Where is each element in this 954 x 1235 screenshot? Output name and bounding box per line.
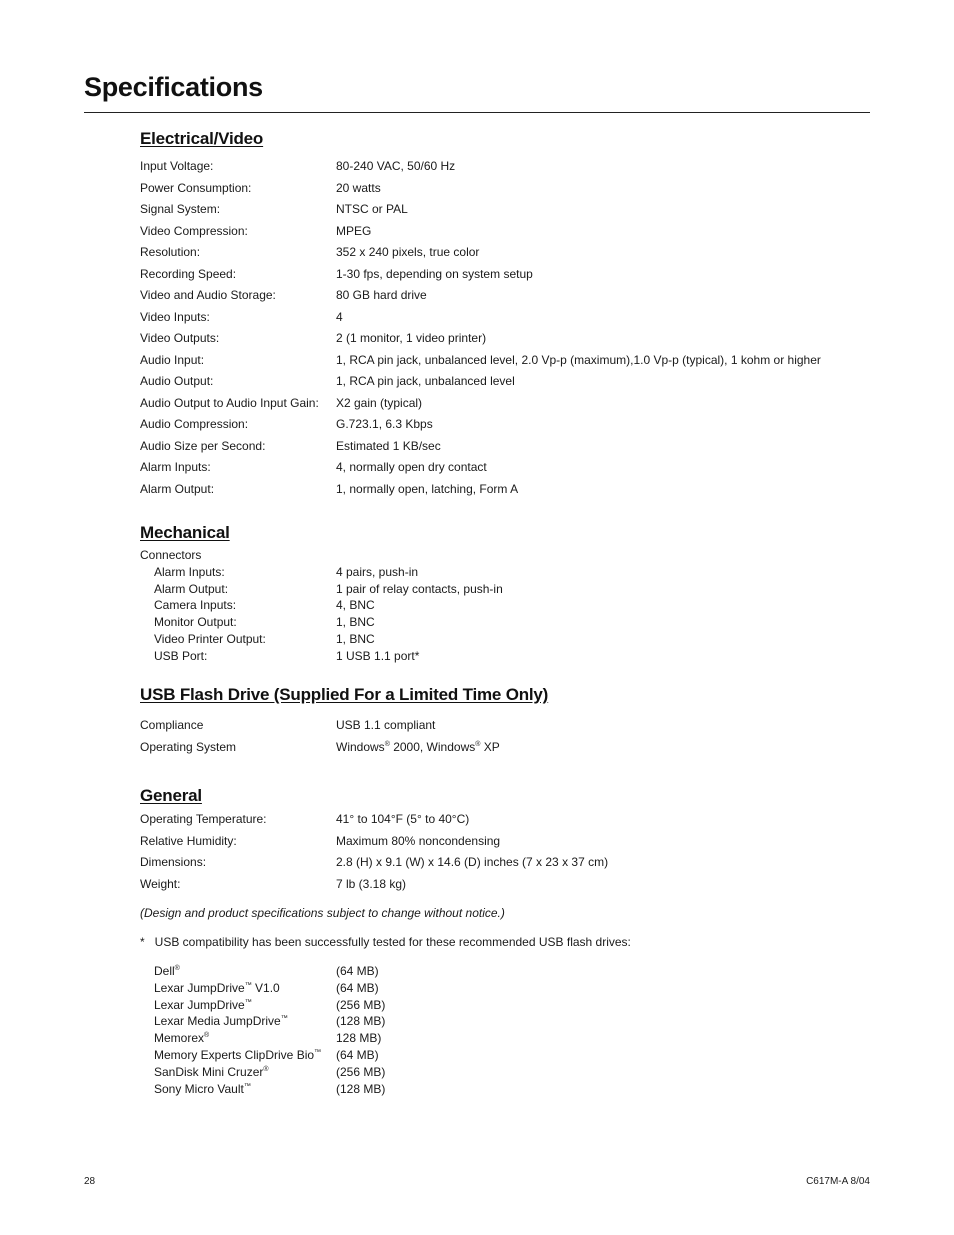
mechanical-heading: Mechanical <box>140 523 230 542</box>
spec-value: 1, RCA pin jack, unbalanced level, 2.0 Vp-p (maximum),1.0 Vp-p (typical), 1 kohm or higher <box>336 352 821 367</box>
spec-label: Video and Audio Storage: <box>140 288 276 302</box>
spec-value: 352 x 240 pixels, true color <box>336 245 480 259</box>
spec-value: 1, BNC <box>336 615 375 630</box>
connectors-group-label: Connectors <box>140 548 202 562</box>
spec-row <box>140 614 870 631</box>
drive-name-text: Lexar JumpDrive <box>154 980 245 995</box>
spec-row <box>140 178 870 200</box>
spec-row <box>140 393 870 415</box>
spec-value: Estimated 1 KB/sec <box>336 438 441 453</box>
spec-value: 1, RCA pin jack, unbalanced level <box>336 374 515 388</box>
trademark-mark: ® <box>204 1032 210 1040</box>
drive-name-text: Lexar JumpDrive <box>154 997 245 1012</box>
drive-row <box>140 980 870 997</box>
drive-capacity: (64 MB) <box>336 1047 379 1062</box>
spec-label: Weight: <box>140 876 181 891</box>
spec-value: 20 watts <box>336 180 381 195</box>
trademark-mark: ™ <box>244 998 252 1006</box>
page-number: 28 <box>84 1176 96 1187</box>
spec-value: 2.8 (H) x 9.1 (W) x 14.6 (D) inches (7 x 23 x 37 cm) <box>336 855 609 869</box>
spec-label: Video Printer Output: <box>154 631 266 646</box>
spec-row <box>140 285 870 307</box>
spec-row <box>140 242 870 264</box>
drive-name <box>154 1030 209 1047</box>
drive-name <box>154 1047 321 1064</box>
drive-capacity: (128 MB) <box>336 1081 386 1096</box>
spec-value: NTSC or PAL <box>336 202 408 216</box>
page-title: Specifications <box>84 72 263 102</box>
drive-capacity: (128 MB) <box>336 1014 386 1029</box>
disclaimer-note: (Design and product specifications subject to change without notice.) <box>140 906 505 920</box>
spec-row <box>140 831 870 853</box>
trademark-mark: ™ <box>280 1015 288 1023</box>
spec-label: Monitor Output: <box>154 615 237 630</box>
spec-row <box>140 852 870 874</box>
spec-row <box>140 457 870 479</box>
drive-capacity: 128 MB) <box>336 1031 382 1046</box>
drive-row <box>140 963 870 980</box>
spec-row <box>140 199 870 221</box>
trademark-mark: ™ <box>244 981 252 989</box>
drive-name <box>154 997 252 1014</box>
general-heading: General <box>140 786 202 805</box>
spec-label: Video Compression: <box>140 223 248 238</box>
os-text: XP <box>480 739 500 754</box>
spec-value: X2 gain (typical) <box>336 395 423 410</box>
general-section <box>140 785 870 895</box>
trademark-mark: ™ <box>243 1082 251 1090</box>
spec-value: 4, normally open dry contact <box>336 460 487 474</box>
drive-capacity: (64 MB) <box>336 964 379 978</box>
spec-label: Alarm Inputs: <box>154 564 225 579</box>
drive-name-text: Memorex <box>154 1031 205 1046</box>
spec-label: Signal System: <box>140 202 221 216</box>
spec-row <box>140 371 870 393</box>
spec-label: Operating System <box>140 739 237 754</box>
spec-row <box>140 737 870 759</box>
spec-row <box>140 631 870 648</box>
drive-row <box>140 997 870 1014</box>
document-code: C617M-A 8/04 <box>806 1176 870 1187</box>
spec-value: 4, BNC <box>336 598 375 613</box>
spec-label: Video Inputs: <box>140 309 210 324</box>
spec-row <box>140 874 870 896</box>
spec-label: Audio Compression: <box>140 417 249 431</box>
drive-name-text: Memory Experts ClipDrive Bio <box>154 1047 315 1062</box>
spec-row <box>140 715 870 737</box>
spec-row <box>140 414 870 436</box>
spec-row <box>140 564 870 581</box>
trademark-mark: ® <box>263 1065 269 1073</box>
spec-value: USB 1.1 compliant <box>336 718 436 732</box>
spec-value: MPEG <box>336 223 372 238</box>
electrical-spec-list <box>140 156 870 500</box>
spec-value: 1, BNC <box>336 631 375 646</box>
trademark-mark: ™ <box>314 1048 322 1056</box>
mechanical-section <box>140 522 870 665</box>
spec-row <box>140 350 870 372</box>
drive-name <box>154 1081 251 1098</box>
usb-flash-drive-heading: USB Flash Drive (Supplied For a Limited Time Only) <box>140 685 549 704</box>
spec-row <box>140 307 870 329</box>
spec-label: Alarm Inputs: <box>140 460 211 474</box>
tested-drives-list <box>140 963 870 1097</box>
spec-label: Audio Input: <box>140 352 205 367</box>
spec-value: 2 (1 monitor, 1 video printer) <box>336 331 487 345</box>
spec-value: 4 <box>336 309 343 324</box>
spec-row <box>140 809 870 831</box>
spec-label: Audio Output to Audio Input Gain: <box>140 395 319 410</box>
spec-row <box>140 264 870 286</box>
spec-row <box>140 156 870 178</box>
registered-mark: ® <box>475 740 481 748</box>
spec-label: Camera Inputs: <box>154 598 237 613</box>
drive-row <box>140 1030 870 1047</box>
general-spec-list <box>140 809 870 895</box>
spec-label: Audio Output: <box>140 374 214 388</box>
drive-row <box>140 1013 870 1030</box>
spec-label: Alarm Output: <box>140 481 215 496</box>
spec-label: Alarm Output: <box>154 581 229 596</box>
spec-value: Maximum 80% noncondensing <box>336 833 501 848</box>
os-text: Windows <box>336 739 385 754</box>
connector-rows <box>140 564 870 665</box>
spec-row <box>140 581 870 598</box>
drive-rows <box>140 963 870 1097</box>
usb-spec-list <box>140 715 870 758</box>
spec-label: USB Port: <box>154 648 208 663</box>
drive-name-text: SanDisk Mini Cruzer <box>154 1064 264 1079</box>
drive-capacity: (64 MB) <box>336 980 379 995</box>
connectors-group-row <box>140 547 870 564</box>
drive-name <box>154 1013 288 1030</box>
drive-name <box>154 980 280 997</box>
spec-value <box>336 737 500 759</box>
spec-row <box>140 328 870 350</box>
drive-name-text: Sony Micro Vault <box>154 1081 244 1096</box>
drive-name-text: Lexar Media JumpDrive <box>154 1014 281 1029</box>
spec-value: 41° to 104°F (5° to 40°C) <box>336 812 470 826</box>
drive-name-text: Dell <box>154 964 175 978</box>
spec-value: 7 lb (3.18 kg) <box>336 876 407 891</box>
drive-capacity: (256 MB) <box>336 997 386 1012</box>
electrical-video-heading: Electrical/Video <box>140 129 264 148</box>
spec-value: 1, normally open, latching, Form A <box>336 481 519 496</box>
spec-label: Dimensions: <box>140 855 207 869</box>
spec-row <box>140 436 870 458</box>
spec-row <box>140 597 870 614</box>
electrical-video-section <box>140 128 870 500</box>
spec-label: Power Consumption: <box>140 180 252 195</box>
spec-value: 1 USB 1.1 port* <box>336 648 420 663</box>
drive-name <box>154 1064 269 1081</box>
trademark-mark: ® <box>174 965 180 972</box>
spec-value: 1-30 fps, depending on system setup <box>336 266 533 281</box>
drive-name <box>154 963 180 980</box>
spec-label: Compliance <box>140 718 204 732</box>
spec-label: Video Outputs: <box>140 331 220 345</box>
spec-label: Operating Temperature: <box>140 812 267 826</box>
spec-row <box>140 648 870 665</box>
title-divider <box>84 112 870 113</box>
spec-row <box>140 221 870 243</box>
spec-label: Relative Humidity: <box>140 833 237 848</box>
spec-label: Audio Size per Second: <box>140 438 266 453</box>
usb-footnote: * USB compatibility has been successfully tested for these recommended USB flash drives: <box>140 935 631 949</box>
spec-value: G.723.1, 6.3 Kbps <box>336 417 433 431</box>
spec-label: Resolution: <box>140 245 201 259</box>
drive-row <box>140 1064 870 1081</box>
spec-value: 1 pair of relay contacts, push-in <box>336 581 503 596</box>
spec-label: Input Voltage: <box>140 159 214 173</box>
drive-capacity: (256 MB) <box>336 1064 386 1079</box>
usb-flash-drive-section <box>140 684 870 758</box>
spec-value: 80 GB hard drive <box>336 288 427 302</box>
spec-value: 4 pairs, push-in <box>336 564 419 579</box>
registered-mark: ® <box>384 740 390 748</box>
drive-row <box>140 1081 870 1098</box>
drive-row <box>140 1047 870 1064</box>
mechanical-spec-list <box>140 547 870 665</box>
spec-value: 80-240 VAC, 50/60 Hz <box>336 159 456 173</box>
os-text: 2000, Windows <box>389 739 476 754</box>
spec-row <box>140 479 870 501</box>
spec-label: Recording Speed: <box>140 266 237 281</box>
drive-name-suffix: V1.0 <box>251 980 280 995</box>
